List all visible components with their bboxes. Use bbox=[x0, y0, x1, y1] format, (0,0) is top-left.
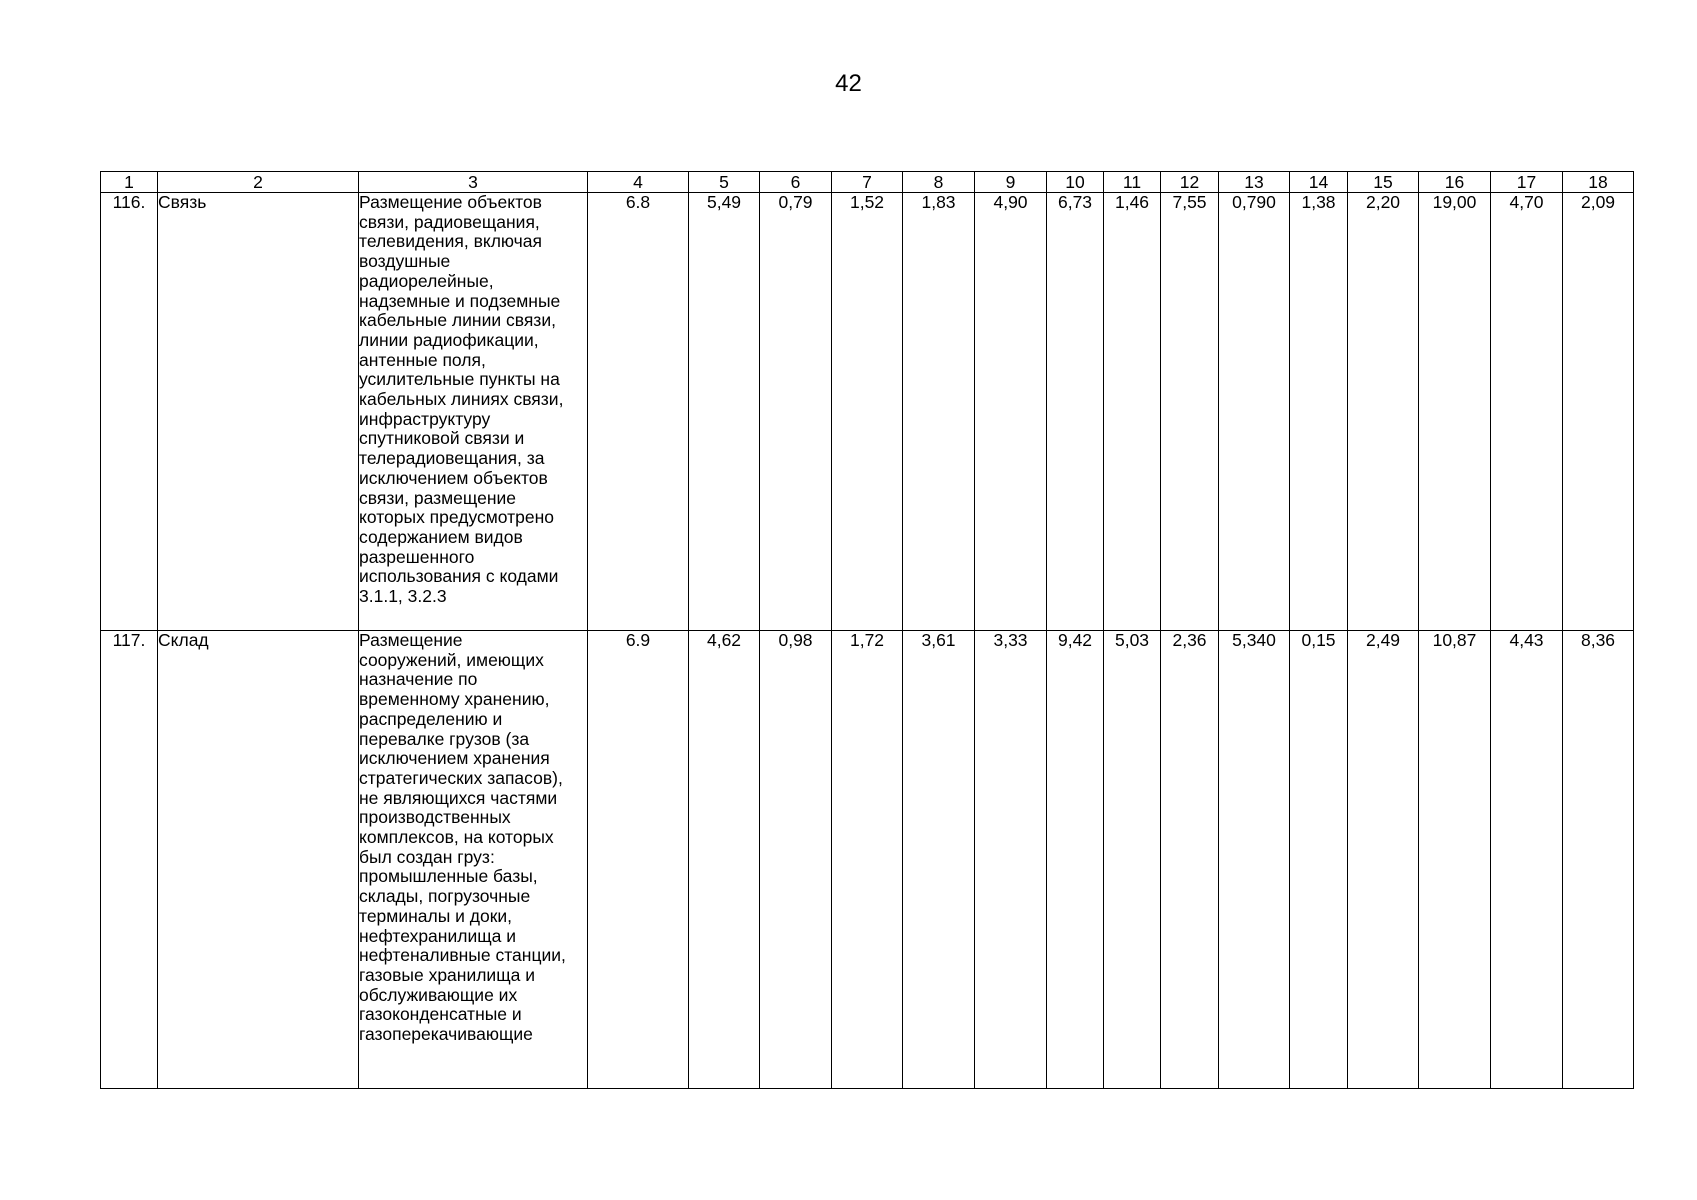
row-value: 4,90 bbox=[975, 193, 1047, 631]
row-number: 116. bbox=[101, 193, 158, 631]
row-value: 3,33 bbox=[975, 631, 1047, 1089]
row-value: 0,79 bbox=[760, 193, 832, 631]
table-row bbox=[101, 631, 1634, 1089]
row-value: 9,42 bbox=[1047, 631, 1104, 1089]
row-number: 117. bbox=[101, 631, 158, 1089]
row-value: 0,98 bbox=[760, 631, 832, 1089]
row-value: 0,790 bbox=[1219, 193, 1290, 631]
header-row bbox=[101, 172, 1634, 193]
row-value: 1,46 bbox=[1104, 193, 1161, 631]
column-header: 12 bbox=[1161, 172, 1219, 193]
row-description: Размещение объектов связи, радиовещания, телевидения, включая воздушные радиорелейные, надземные и подземные кабельные линии связи, линии радиофикации, антенные поля, усилительные пункты на кабельных линиях связи, инфраструктуру спутниковой связи и телерадиовещания, за исключением объектов связи, размещение которых предусмотрено содержанием видов разрешенного использования с кодами 3.1.1, 3.2.3 bbox=[359, 192, 564, 607]
row-name: Связь bbox=[158, 193, 359, 631]
column-header: 15 bbox=[1348, 172, 1419, 193]
row-value: 2,49 bbox=[1348, 631, 1419, 1089]
row-value: 1,83 bbox=[903, 193, 975, 631]
row-name: Склад bbox=[158, 631, 359, 1089]
row-value: 5,49 bbox=[689, 193, 760, 631]
column-header: 7 bbox=[832, 172, 903, 193]
column-header: 8 bbox=[903, 172, 975, 193]
column-header: 11 bbox=[1104, 172, 1161, 193]
table-row bbox=[101, 193, 1634, 631]
page-number: 42 bbox=[835, 70, 862, 97]
row-value: 4,70 bbox=[1491, 193, 1563, 631]
row-value: 4,43 bbox=[1491, 631, 1563, 1089]
column-header: 2 bbox=[158, 172, 359, 193]
row-value: 19,00 bbox=[1419, 193, 1491, 631]
column-header: 14 bbox=[1290, 172, 1348, 193]
column-header: 4 bbox=[588, 172, 689, 193]
column-header: 18 bbox=[1563, 172, 1634, 193]
column-header: 9 bbox=[975, 172, 1047, 193]
column-header: 5 bbox=[689, 172, 760, 193]
row-value: 4,62 bbox=[689, 631, 760, 1089]
row-value: 2,09 bbox=[1563, 193, 1634, 631]
row-value: 6,73 bbox=[1047, 193, 1104, 631]
row-value: 10,87 bbox=[1419, 631, 1491, 1089]
row-value: 5,03 bbox=[1104, 631, 1161, 1089]
column-header: 1 bbox=[101, 172, 158, 193]
row-value: 0,15 bbox=[1290, 631, 1348, 1089]
row-description-cell bbox=[359, 193, 588, 631]
row-value: 1,38 bbox=[1290, 193, 1348, 631]
row-code: 6.8 bbox=[588, 193, 689, 631]
column-header: 17 bbox=[1491, 172, 1563, 193]
column-header: 3 bbox=[359, 172, 588, 193]
column-header: 6 bbox=[760, 172, 832, 193]
row-value: 8,36 bbox=[1563, 631, 1634, 1089]
row-value: 5,340 bbox=[1219, 631, 1290, 1089]
column-header: 16 bbox=[1419, 172, 1491, 193]
row-value: 2,20 bbox=[1348, 193, 1419, 631]
column-header: 10 bbox=[1047, 172, 1104, 193]
row-value: 2,36 bbox=[1161, 631, 1219, 1089]
row-value: 7,55 bbox=[1161, 193, 1219, 631]
row-description: Размещение сооружений, имеющих назначение по временному хранению, распределению и перевалке грузов (за исключением хранения стратегических запасов), не являющихся частями производственных комплексов, на которых был создан груз: промышленные базы, склады, погрузочные терминалы и доки, нефтехранилища и нефтеналивные станции, газовые хранилища и обслуживающие их газоконденсатные и газоперекачивающие bbox=[359, 631, 566, 1045]
row-value: 3,61 bbox=[903, 631, 975, 1089]
row-value: 1,72 bbox=[832, 631, 903, 1089]
row-value: 1,52 bbox=[832, 193, 903, 631]
data-table bbox=[100, 171, 1634, 1089]
row-code: 6.9 bbox=[588, 631, 689, 1089]
row-description-cell bbox=[359, 631, 588, 1089]
column-header: 13 bbox=[1219, 172, 1290, 193]
